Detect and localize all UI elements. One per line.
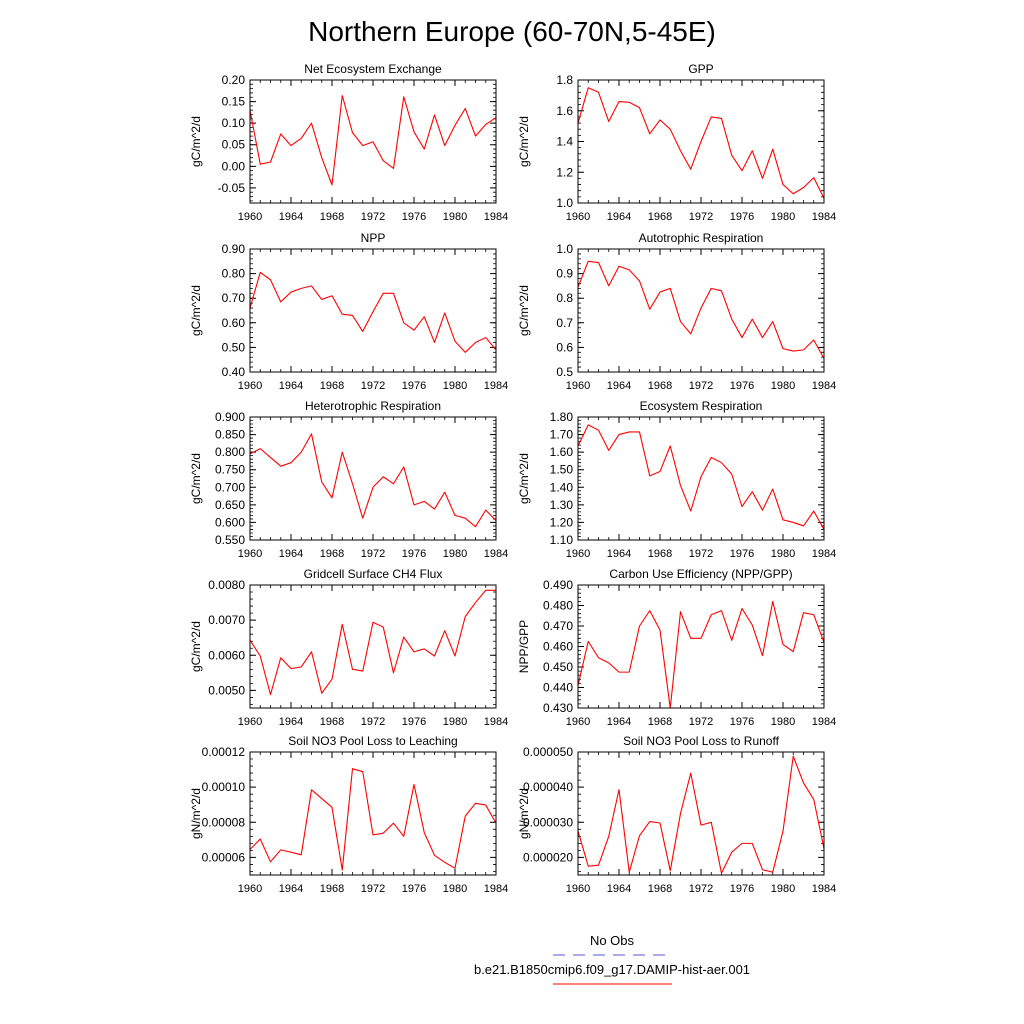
y-tick-label: 0.900	[214, 410, 245, 424]
chart-panel-1	[189, 62, 508, 223]
x-tick-label: 1984	[811, 380, 837, 392]
minor-ticks	[578, 585, 824, 708]
y-tick-label: 0.0080	[208, 578, 245, 592]
y-tick-label: 0.8	[556, 291, 573, 306]
x-tick-label: 1968	[319, 883, 345, 895]
x-tick-label: 1980	[442, 211, 468, 223]
y-tick-label: 0.00010	[201, 780, 245, 795]
x-tick-label: 1964	[606, 211, 632, 223]
series-line	[250, 434, 496, 527]
x-tick-label: 1964	[606, 380, 632, 392]
y-tick-label: 0.00006	[201, 850, 245, 865]
x-tick-label: 1972	[688, 548, 714, 560]
x-tick-label: 1984	[811, 211, 837, 223]
x-tick-label: 1964	[606, 716, 632, 728]
series-line	[250, 590, 496, 694]
x-tick-label: 1964	[278, 548, 304, 560]
legend	[474, 933, 750, 984]
x-tick-label: 1972	[360, 716, 386, 728]
chart-panels	[189, 62, 836, 895]
legend-model-label: b.e21.B1850cmip6.f09_g17.DAMIP-hist-aer.001	[473, 962, 751, 977]
x-tick-label: 1980	[770, 883, 796, 895]
x-tick-label: 1980	[442, 716, 468, 728]
y-tick-label: 0.550	[214, 533, 245, 547]
x-tick-label: 1972	[360, 211, 386, 223]
y-axis-label: gC/m^2/d	[517, 453, 531, 504]
plot-frame	[250, 585, 496, 708]
x-tick-label: 1984	[483, 211, 509, 223]
chart-title: Soil NO3 Pool Loss to Leaching	[288, 734, 458, 748]
x-tick-label: 1976	[401, 716, 427, 728]
x-tick-label: 1968	[647, 716, 673, 728]
chart-panel-7	[189, 567, 508, 728]
x-tick-label: 1984	[811, 883, 837, 895]
y-axis-label: gC/m^2/d	[189, 116, 203, 167]
chart-title: Net Ecosystem Exchange	[304, 62, 442, 76]
x-tick-label: 1964	[278, 380, 304, 392]
y-axis-label: gC/m^2/d	[189, 621, 203, 672]
y-tick-label: 1.10	[549, 533, 573, 547]
series-line	[578, 756, 824, 873]
chart-title: Ecosystem Respiration	[639, 399, 763, 413]
y-tick-label: 0.10	[221, 116, 245, 131]
y-tick-label: 0.850	[214, 427, 245, 442]
chart-panel-6	[517, 399, 836, 560]
y-tick-label: 0.9	[556, 266, 573, 281]
x-tick-label: 1976	[401, 548, 427, 560]
y-tick-label: 0.430	[542, 701, 573, 715]
y-tick-label: 0.5	[556, 365, 573, 379]
x-tick-label: 1968	[319, 380, 345, 392]
chart-panel-3	[189, 231, 508, 392]
series-line	[250, 272, 496, 352]
plot-frame	[250, 752, 496, 875]
x-tick-label: 1972	[360, 548, 386, 560]
page-title: Northern Europe (60-70N,5-45E)	[308, 16, 716, 47]
x-tick-label: 1964	[278, 716, 304, 728]
series-line	[578, 88, 824, 199]
chart-panel-5	[189, 399, 508, 560]
chart-panel-9	[189, 734, 508, 895]
y-tick-label: 1.30	[549, 497, 573, 512]
y-tick-label: 1.80	[549, 410, 573, 424]
x-tick-label: 1960	[237, 211, 263, 223]
chart-title: Soil NO3 Pool Loss to Runoff	[623, 734, 779, 748]
y-tick-label: 0.450	[542, 660, 573, 674]
x-tick-label: 1960	[237, 716, 263, 728]
x-tick-label: 1960	[565, 883, 591, 895]
y-tick-label: 0.00008	[201, 815, 245, 830]
chart-title: GPP	[688, 62, 714, 76]
y-axis-label: NPP/GPP	[517, 619, 531, 674]
x-tick-label: 1964	[606, 883, 632, 895]
x-tick-label: 1976	[729, 548, 755, 560]
y-tick-label: 0.000020	[522, 850, 573, 865]
y-tick-label: 1.20	[549, 515, 573, 530]
y-axis-label: gN/m^2/d	[517, 788, 531, 839]
x-tick-label: 1972	[688, 883, 714, 895]
y-tick-label: 1.8	[556, 73, 573, 87]
y-tick-label: 0.480	[542, 598, 573, 613]
y-tick-label: 0.90	[221, 242, 245, 256]
x-tick-label: 1960	[237, 380, 263, 392]
y-tick-label: 0.700	[214, 480, 245, 495]
chart-title: NPP	[360, 231, 386, 245]
x-tick-label: 1972	[688, 716, 714, 728]
x-tick-label: 1976	[401, 211, 427, 223]
y-axis-label: gC/m^2/d	[189, 285, 203, 336]
y-tick-label: 0.60	[221, 315, 245, 330]
x-tick-label: 1976	[729, 211, 755, 223]
y-tick-label: 0.6	[556, 340, 573, 355]
y-axis-label: gC/m^2/d	[517, 116, 531, 167]
y-tick-label: 0.000050	[522, 745, 573, 759]
x-tick-label: 1984	[483, 380, 509, 392]
x-tick-label: 1976	[729, 883, 755, 895]
minor-ticks	[578, 249, 824, 372]
y-tick-label: 1.60	[549, 445, 573, 460]
x-tick-label: 1960	[565, 211, 591, 223]
x-tick-label: 1964	[278, 211, 304, 223]
y-tick-label: 0.490	[542, 578, 573, 592]
series-line	[578, 601, 824, 708]
x-tick-label: 1984	[811, 548, 837, 560]
y-tick-label: 0.00	[221, 159, 245, 174]
y-tick-label: 1.70	[549, 427, 573, 442]
y-tick-label: 1.4	[556, 134, 573, 149]
x-tick-label: 1968	[319, 716, 345, 728]
x-tick-label: 1960	[237, 548, 263, 560]
x-tick-label: 1972	[360, 380, 386, 392]
series-line	[250, 96, 496, 185]
y-tick-label: -0.05	[217, 180, 245, 195]
x-tick-label: 1980	[442, 380, 468, 392]
plot-frame	[578, 249, 824, 372]
y-tick-label: 0.470	[542, 619, 573, 633]
y-axis-label: gC/m^2/d	[517, 285, 531, 336]
y-tick-label: 1.0	[556, 196, 573, 210]
y-tick-label: 0.750	[214, 462, 245, 477]
x-tick-label: 1968	[647, 883, 673, 895]
y-tick-label: 0.440	[542, 680, 573, 695]
y-tick-label: 1.6	[556, 103, 573, 118]
x-tick-label: 1964	[606, 548, 632, 560]
x-tick-label: 1980	[770, 211, 796, 223]
minor-ticks	[250, 752, 496, 875]
x-tick-label: 1984	[483, 883, 509, 895]
x-tick-label: 1980	[442, 548, 468, 560]
y-tick-label: 0.000040	[522, 780, 573, 795]
y-tick-label: 0.80	[221, 266, 245, 281]
y-tick-label: 0.40	[221, 365, 245, 379]
y-tick-label: 0.50	[221, 340, 245, 355]
chart-panel-4	[517, 231, 836, 392]
y-tick-label: 0.0060	[208, 648, 245, 663]
x-tick-label: 1984	[483, 716, 509, 728]
plot-frame	[578, 752, 824, 875]
minor-ticks	[250, 417, 496, 540]
x-tick-label: 1968	[647, 548, 673, 560]
x-tick-label: 1976	[729, 716, 755, 728]
y-tick-label: 0.600	[214, 515, 245, 530]
x-tick-label: 1964	[278, 883, 304, 895]
minor-ticks	[250, 585, 496, 708]
y-tick-label: 1.40	[549, 480, 573, 495]
x-tick-label: 1980	[770, 716, 796, 728]
y-tick-label: 0.000030	[522, 815, 573, 830]
y-tick-label: 0.20	[221, 73, 245, 87]
x-tick-label: 1968	[647, 211, 673, 223]
x-tick-label: 1976	[729, 380, 755, 392]
chart-title: Gridcell Surface CH4 Flux	[303, 567, 443, 581]
y-tick-label: 0.800	[214, 445, 245, 460]
chart-panel-10	[517, 734, 836, 895]
x-tick-label: 1960	[565, 548, 591, 560]
series-line	[578, 425, 824, 530]
y-axis-label: gN/m^2/d	[189, 788, 203, 839]
chart-title: Carbon Use Efficiency (NPP/GPP)	[609, 567, 793, 581]
y-tick-label: 0.7	[556, 315, 573, 330]
plot-frame	[250, 249, 496, 372]
chart-title: Autotrophic Respiration	[638, 231, 764, 245]
x-tick-label: 1980	[770, 380, 796, 392]
minor-ticks	[578, 752, 824, 875]
y-tick-label: 0.00012	[201, 745, 245, 759]
x-tick-label: 1960	[565, 716, 591, 728]
x-tick-label: 1976	[401, 380, 427, 392]
x-tick-label: 1968	[319, 211, 345, 223]
y-tick-label: 0.460	[542, 639, 573, 654]
chart-panel-2	[517, 62, 836, 223]
y-tick-label: 0.15	[221, 94, 245, 109]
y-tick-label: 0.05	[221, 137, 245, 152]
x-tick-label: 1960	[237, 883, 263, 895]
y-tick-label: 1.0	[556, 242, 573, 256]
x-tick-label: 1968	[319, 548, 345, 560]
x-tick-label: 1972	[360, 883, 386, 895]
series-line	[250, 769, 496, 870]
minor-ticks	[250, 249, 496, 372]
x-tick-label: 1972	[688, 380, 714, 392]
x-tick-label: 1972	[688, 211, 714, 223]
x-tick-label: 1968	[647, 380, 673, 392]
chart-panel-8	[517, 567, 836, 728]
y-tick-label: 1.50	[549, 462, 573, 477]
chart-title: Heterotrophic Respiration	[304, 399, 442, 413]
x-tick-label: 1984	[483, 548, 509, 560]
y-tick-label: 1.2	[556, 165, 573, 180]
y-tick-label: 0.650	[214, 497, 245, 512]
y-tick-label: 0.0070	[208, 613, 245, 628]
x-tick-label: 1980	[770, 548, 796, 560]
legend-obs-label: No Obs	[589, 933, 635, 948]
x-tick-label: 1984	[811, 716, 837, 728]
x-tick-label: 1960	[565, 380, 591, 392]
plot-frame	[578, 585, 824, 708]
series-line	[578, 261, 824, 358]
y-axis-label: gC/m^2/d	[189, 453, 203, 504]
x-tick-label: 1976	[401, 883, 427, 895]
plot-frame	[250, 417, 496, 540]
y-tick-label: 0.0050	[208, 683, 245, 698]
y-tick-label: 0.70	[221, 291, 245, 306]
x-tick-label: 1980	[442, 883, 468, 895]
